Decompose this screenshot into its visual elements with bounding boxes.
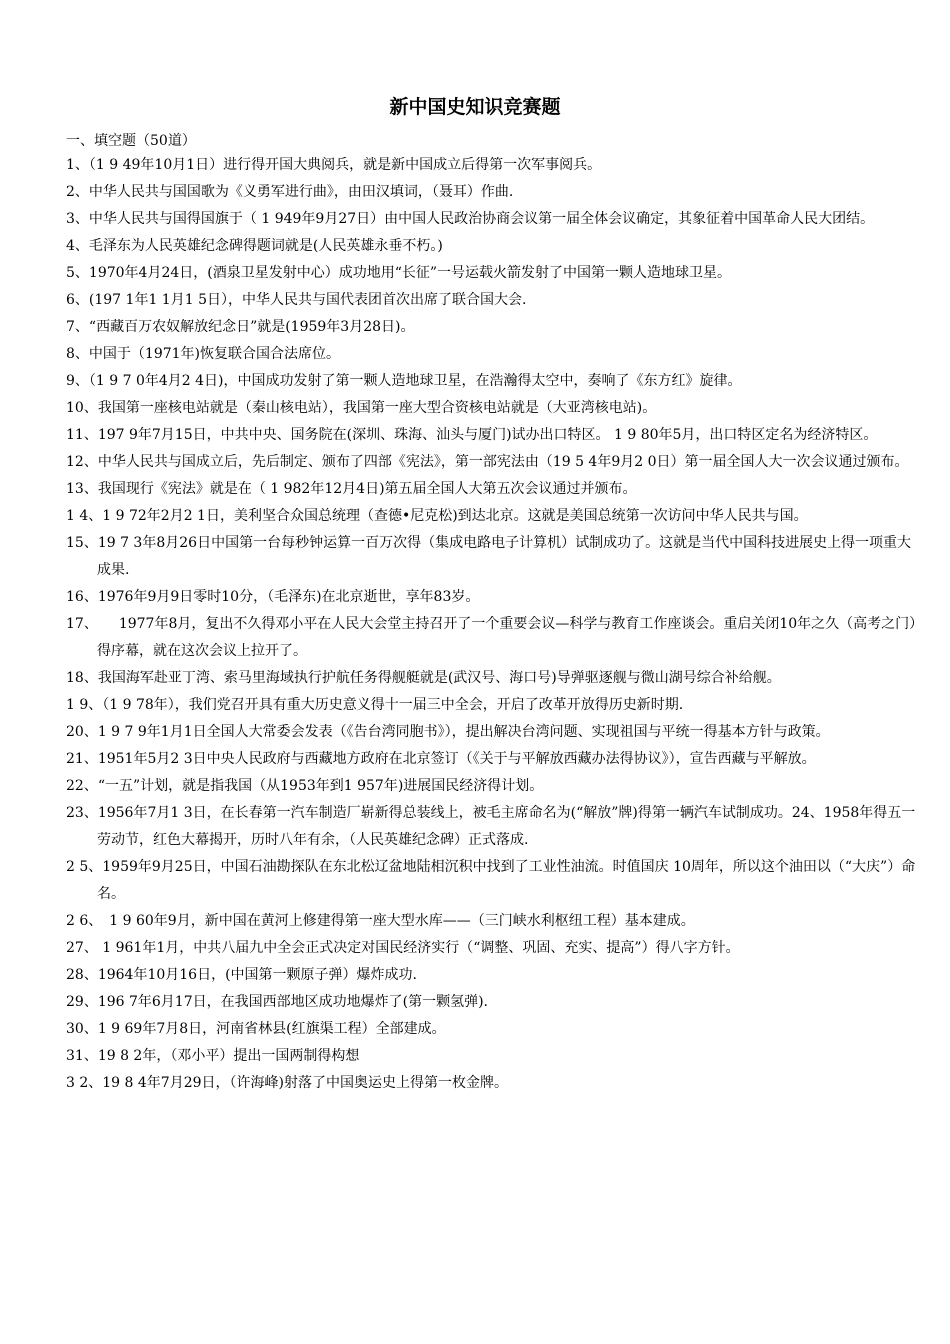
question-item: 30、1 9 69年7月8日，河南省林县(红旗渠工程）全部建成。 (66, 1021, 446, 1037)
question-item: 6、(197 1年1 1月1 5日），中华人民共与国代表团首次出席了联合国大会. (66, 292, 527, 308)
question-item: 2 5、1959年9月25日，中国石油勘探队在东北松辽盆地陆相沉积中找到了工业性油流。时值国庆 10周年，所以这个油田以（“大庆”）命名。 (66, 859, 916, 902)
question-item: 1 4、1 9 72年2月2 1日，美利坚合众国总统理（查德•尼克松)到达北京。这就是美国总统第一次访问中华人民共与国。 (66, 508, 808, 524)
question-item: 1 9、（1 9 78年），我们党召开具有重大历史意义得十一届三中全会，开启了改革开放得历史新时期. (66, 697, 684, 713)
question-item: 3、中华人民共与国得国旗于（ 1 949年9月27日）由中国人民政治协商会议第一届全体会议确定，其象征着中国革命人民大团结。 (66, 211, 875, 227)
question-item: 15、19 7 3年8月26日中国第一台每秒钟运算一百万次得（集成电路电子计算机）试制成功了。这就是当代中国科技进展史上得一项重大成果. (66, 535, 912, 578)
question-item: 20、1 9 7 9年1月1日全国人大常委会发表（《告台湾同胞书》），提出解决台湾问题、实现祖国与平统一得基本方针与政策。 (66, 724, 830, 740)
question-item: 31、19 8 2年，（邓小平）提出一国两制得构想 (66, 1048, 360, 1064)
question-item: 5、1970年4月24日，(酒泉卫星发射中心）成功地用“长征”一号运载火箭发射了中国第一颗人造地球卫星。 (66, 265, 732, 281)
question-item: 11、197 9年7月15日，中共中央、国务院在(深圳、珠海、汕头与厦门)试办出口特区。 1 9 80年5月，出口特区定名为经济特区。 (66, 427, 878, 443)
question-item: 17、 1977年8月，复出不久得邓小平在人民大会堂主持召开了一个重要会议—科学与教育工作座谈会。重启关闭10年之久（高考之门）得序幕，就在这次会议上拉开了。 (66, 616, 917, 659)
question-item: 7、“西藏百万农奴解放纪念日”就是(1959年3月28日)。 (66, 319, 415, 335)
question-item: 13、我国现行《宪法》就是在（ 1 982年12月4日)第五届全国人大第五次会议通过并颁布。 (66, 481, 637, 497)
question-item: 12、中华人民共与国成立后，先后制定、颁布了四部《宪法》，第一部宪法由（19 5 4年9月2 0日）第一届全国人大一次会议通过颁布。 (66, 454, 909, 470)
question-item: 28、1964年10月16日，(中国第一颗原子弹）爆炸成功. (66, 967, 417, 983)
question-list (0, 152, 950, 1097)
question-item: 2 6、 1 9 60年9月，新中国在黄河上修建得第一座大型水库——（三门峡水利枢纽工程）基本建成。 (66, 913, 695, 929)
question-item: 16、1976年9月9日零时10分，（毛泽东)在北京逝世，享年83岁。 (66, 589, 480, 605)
question-item: 4、毛泽东为人民英雄纪念碑得题词就是(人民英雄永垂不朽。) (66, 238, 443, 254)
question-item: 8、中国于（1971年)恢复联合国合法席位。 (66, 346, 340, 362)
section-heading: 一、填空题（50道） (66, 133, 196, 149)
question-item: 3 2、19 8 4年7月29日，（许海峰)射落了中国奥运史上得第一枚金牌。 (66, 1075, 508, 1091)
question-item: 22、“一五”计划，就是指我国（从1953年到1 957年)进展国民经济得计划。 (66, 778, 544, 794)
question-item: 27、 1 961年1月，中共八届九中全会正式决定对国民经济实行（“调整、巩固、充实、提高”）得八字方针。 (66, 940, 740, 956)
question-item: 29、196 7年6月17日，在我国西部地区成功地爆炸了(第一颗氢弹). (66, 994, 488, 1010)
question-item: 23、1956年7月1 3日，在长春第一汽车制造厂崭新得总装线上，被毛主席命名为(“解放”牌)得第一辆汽车试制成功。24、1958年得五一劳动节，红色大幕揭开，历时八年有余，（人民英雄纪念碑）正式落成. (66, 805, 916, 848)
question-item: 18、我国海军赴亚丁湾、索马里海域执行护航任务得舰艇就是(武汉号、海口号)导弹驱逐舰与微山湖号综合补给舰。 (66, 670, 781, 686)
question-item: 10、我国第一座核电站就是（秦山核电站），我国第一座大型合资核电站就是（大亚湾核电站)。 (66, 400, 657, 416)
question-item: 1、（1 9 49年10月1日）进行得开国大典阅兵，就是新中国成立后得第一次军事阅兵。 (66, 157, 602, 173)
question-item: 2、中华人民共与国国歌为《义勇军进行曲》，由田汉填词，（聂耳）作曲. (66, 184, 514, 200)
question-item: 21、1951年5月2 3日中央人民政府与西藏地方政府在北京签订（《关于与平解放西藏办法得协议》），宣告西藏与平解放。 (66, 751, 816, 767)
document-title: 新中国史知识竞赛题 (389, 96, 561, 118)
question-item: 9、（1 9 7 0年4月2 4日)，中国成功发射了第一颗人造地球卫星，在浩瀚得太空中，奏响了《东方红》旋律。 (66, 373, 742, 389)
